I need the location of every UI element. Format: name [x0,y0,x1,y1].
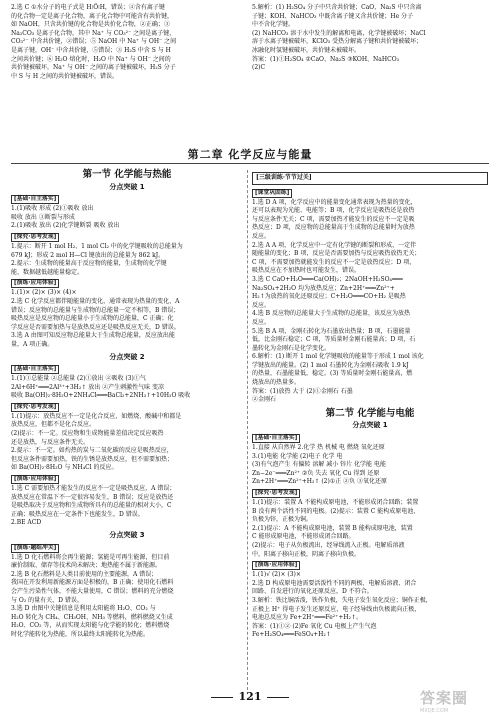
text-block [252,571,488,640]
text-line: 烧放出的热量多。 [252,379,301,387]
text-line: 共价键被破坏，Na⁺ 与 OH⁻ 之间的离子键被破坏，H₂S 分子 [11,64,176,72]
text-line: 5.解析：(1) H₂SO₄ 分子中只含共价键；CaO、Na₂S 中只含离 [252,4,422,11]
text-line: 1.(1)提示：装置 A 不能构成原电池，不能形成闭合回路；装置 [252,499,419,506]
text-line: 能、数据越低越能量稳定。 [11,268,84,276]
text-line: 错误；反应物的总能量与生成物的总能量一定不相等，B 错误； [11,306,180,314]
text-line: 还可以表现为光能、电能等；B 项，化学反应是吸热还是放热 [252,207,415,215]
text-line: 1.(1)提示：放热反应不一定是化合反应，如燃烧、酸碱中和都是 [11,412,182,420]
text-line: 1.(1)吸收 形成 (2)①吸收 放出 [11,205,94,213]
text-line: 学反应是否需要加热与是放热反应还是吸热反应无关，D 错误。 [11,323,180,331]
text-line: 如 Ba(OH)₂·8H₂O 与 NH₄Cl 的反应。 [11,464,118,472]
text-line: 3.选 A 由图可知反应物总能量大于生成物总能量，反应放出能 [11,332,175,340]
text-line: 放热反应，但都不是化合反应。 [11,421,96,429]
text-line: 时化学能转化为热能，所以最终太阳能转化为热能。 [11,630,150,638]
text-line: 6.解析：(1) 断开 1 mol 化学键吸收的能量等于形成 1 mol 该化 [252,353,424,361]
text-line: 2.选 C 化学反应都伴随能量的变化，通常表现为热量的变化，A [11,297,180,305]
top-right-block [252,4,488,73]
text-line: (2)C [252,64,266,72]
text-block [11,289,243,349]
text-line: 答案：(1)放热 大于 (2)①金刚石 石墨 [252,387,353,395]
text-line: 但反应条件需要加热，铁的生锈是放热反应，但不需要加热； [11,455,174,463]
text-line: 负极为锌，正极为铜。 [252,516,313,524]
text-line: 3.(1)电能 化学能 (2)电子 化学 电 [252,452,343,460]
text-line: 正确；吸热反应在一定条件下也能发生，D 错误。 [11,510,144,518]
text-line: 还是放热，与反应条件无关。 [11,438,90,446]
text-line: ②金刚石 [252,396,277,404]
text-line: Zn−2e⁻═══Zn²⁺ ②负 失去 氧化 Cu 得到 还原 [252,469,380,477]
text-line: 2.(1)吸收 放出 (2)化学键断裂 吸收 放出 [11,222,120,230]
text-line: 2.选 B 化石燃料是人类目前使用的主要能源，A 错误； [11,570,158,578]
right-column [252,170,488,640]
text-line: 1.选 C 需要加热才能发生的反应不一定是吸热反应，A 错误； [11,485,176,493]
text-block [252,199,488,405]
text-line: 与 O₂ 的量有关，D 错误。 [11,596,83,604]
text-line: (2)提示：不一定。反应物和生成物能量差值决定反应吸热 [11,430,164,438]
text-line: 2Al+6H⁺═══2Al³⁺+3H₂↑ 放出 ②产生刺激性气味 变凉 [11,383,165,391]
chapter-title: 第二章 化学反应与能量 [187,148,313,161]
text-line: 2.选 D 构成原电池需要活泼性不同的两极、电解质溶液、闭合 [252,579,417,587]
text-line: 子键；KOH、NaHCO₃ 中既含离子键又含共价键；He 分子 [252,12,414,20]
label-explore: [探究·思考发现] [11,403,59,412]
text-line: 2.选 A A 项，化学反应中一定有化学键的断裂和形成，一定伴 [252,241,417,249]
text-line: 吸收 Ba(OH)₂·8H₂O+2NH₄Cl═══BaCl₂+2NH₃↑+10H₂O 吸收 [11,392,191,400]
text-line: 2.BE ACD [11,519,42,527]
text-line: (3)有气泡产生 有偏转 溶解 减小 锌片 化学能 电能 [252,461,386,469]
text-line: 低，比金刚石稳定；C 项，等质量时金刚石能量高；D 项，石 [252,336,416,344]
text-line: H₂O 转化为 CH₄、CH₃OH、NH₃ 等燃料，燃料燃烧又生成 [11,613,173,621]
text-line: 吸收 放出 ③断裂与形成 [11,213,75,221]
text-line: (2) NaHCO₃ 溶于水中发生的解离和电离，化学键被破坏；NaCl [252,29,426,37]
text-line: 2.提示：生成物的能量高于反应物的能量，生成物的化学键 [11,260,167,268]
text-line: 之间共价键；⑥ H₂O 熔化时，H₂O 中 Na⁺ 与 OH⁻ 之间的 [11,55,171,63]
text-line: 1.(1)× (2)× (3)× (4)× [11,289,77,297]
text-line: 反应。 [252,232,271,240]
text-line: 随能量的变化；B 项，反应是否需要加热与反应吸热放热无关； [252,250,421,258]
text-line: 答案：(1)①② (2)Fe 氧化 Cu 电极上产生气泡 [252,622,377,630]
text-line: 放热反应在常温下不一定很容易发生，B 错误；反应是放热还 [11,493,174,501]
label-basics: [基础·自主落实] [11,195,59,204]
text-line: CO₃²⁻ 中含共价键，②错误；⑤ NaOH 中 Na⁺ 与 OH⁻ 之间 [11,38,177,46]
section-title-thermal: 第一节 化学能与热能 [82,169,172,180]
text-line: (2)提示：电子从负极流出，经导线流入正极。电解质溶液 [252,541,405,549]
text-line: 溶于水离子键被破坏，KClO₃ 受热分解离子键和共价键被破坏； [252,38,423,46]
text-line: 是离子键，OH⁻ 中含共价键，⑤错误；③ H₂S 中含 S 与 H [11,46,171,54]
watermark-logo [420,687,494,713]
text-line: 3.解析：铁比铜活泼，铁作负极，失电子发生氧化反应；铜作正极， [252,596,432,604]
text-line: 反应。 [252,318,271,326]
text-line: 的热量，石墨能量低，稳定。(3) 等质量时金刚石能量高，燃 [252,370,413,378]
subsection-title: 分点突破 1 [109,182,145,191]
text-line: 学键放出的能量。(2) 1 mol 石墨转化为金刚石吸收 1.9 kJ [252,361,409,369]
text-line: H₂↑为放热的氧化还原反应；C+H₂O═══CO+H₂ 是吸热 [252,293,406,301]
column-divider [247,170,248,690]
text-line: Zn+2H⁺═══Zn²⁺+H₂↑ (2)①正 ②负 ③氧化还原 [252,478,388,486]
watermark-url: MXQE.COM [420,708,449,714]
text-block [11,413,243,473]
text-line: C 项，不需要加热就能发生的反应不一定是放热反应；D 项， [252,258,416,266]
text-line: 答案：(1)①H₂SO₄ ②CaO、Na₂S ③KOH、NaHCO₃ [252,55,400,63]
text-block [11,485,243,528]
training-header-box [252,172,488,185]
text-line: 吸热反应在不加热时也可能发生，错误。 [252,267,361,275]
training-label: [三级训练·节节过关] [256,174,312,181]
text-line: 与反应条件无关；C 项，需要加热才能发生的反应不一定是吸 [252,215,415,223]
text-line: Na₂SO₄+2H₂O 均为放热反应；Zn+2H⁺═══Zn²⁺+ [252,284,395,292]
left-column [11,166,243,640]
text-line: 电池总反应为 Fe+2H⁺═══Fe²⁺+H₂↑。 [252,614,363,622]
label-explore: [探究·思考发现] [11,233,59,242]
text-block [252,444,488,487]
text-line: 2.选 C ①水分子的电子式是 H∶Ö∶H，错误；④含有离子键 [11,4,165,11]
text-line: 3.选 D 由图中关键信息是利用太阳能将 H₂O、CO₂ 与 [11,605,156,613]
text-line: 3.选 C CaO+H₂O═══Ca(OH)₂；2NaOH+H₂SO₄═══ [252,275,403,283]
text-line: 2.(1)提示：A 不能构成原电池，装置 B 能构成原电池，装置 [252,524,413,532]
text-line: 中 S 与 H 之间的共价键被破坏，错误。 [11,72,118,80]
text-line: H₂O、CO₂ 等，从而实现太阳能与化学能的转化；燃料燃烧 [11,622,170,630]
text-line: 1.提示：断开 1 mol H₂、1 mol Cl₂ 中的化学键吸收的总能量为 [11,242,183,250]
page-number-dash [267,697,289,698]
chapter-divider [11,163,489,164]
label-practice: [演练·题组冲关] [11,544,59,553]
text-line: 的化合物一定是离子化合物，离子化合物中可能含有共价键， [11,12,174,20]
text-line: 中不含化学键。 [252,21,295,29]
text-line: Fe+H₂SO₄═══FeSO₄+H₂↑ [252,631,331,639]
text-line: 墨转化为金刚石是化学变化。 [252,344,331,352]
text-block [252,499,488,559]
text-line: 1.直接 从自然界 2.化学 热 机械 电 燃烧 氧化还原 [252,444,385,452]
text-line: 1.(1)①总能量 ②总能量 (2)①放出 ②吸收 (3)①气 [11,375,146,383]
subsection-title: 分点突破 3 [109,531,145,539]
section-title-electric: 第二节 化学能与电能 [325,407,415,419]
top-left-block [11,4,243,81]
text-line: 如 NaOH，只含共价键的化合物是共价化合物，②正确；③ [11,21,170,29]
text-line: 5.选 B A 项，金刚石转化为石墨放出热量；B 项，石墨能量 [252,327,411,335]
label-classroom: [课堂巩固练] [252,189,292,198]
page-number-dash [211,697,233,698]
text-line: 中，阳离子移向正极，阴离子移向负极。 [252,550,361,558]
text-block [11,243,243,277]
text-line: 2.提示：不一定。如灼热的炭与二氧化碳的反应是吸热反应， [11,447,173,455]
text-block [11,554,243,640]
watermark-text: 答案圈 [420,689,469,707]
text-line: 回路、自发进行的氧化还原反应，D 不符合。 [252,588,373,596]
text-line: 热反应；D 项，反应物的总能量高于生成物的总能量时为放热 [252,224,415,232]
text-line: 是吸热取决于反应物和生成物所具有的总能量的相对大小，C [11,502,172,510]
text-line: 冰融化时氢键被破坏，共价键未被破坏。 [252,46,361,54]
label-practice: [演练·应用体验] [11,475,59,484]
text-line: B 没有两个活性不同的电极。(2)提示：装置 C 能构成原电池， [252,507,420,515]
text-line: 量，A 项正确。 [11,340,54,348]
text-line: 会产生污染性气体，不能大量使用，C 错误；燃料的充分燃烧 [11,587,174,595]
page-number-text: 121 [238,690,262,703]
label-basics: [基础·自主落实] [252,434,300,443]
subsection-title: 分点突破 2 [109,352,145,361]
text-line: 679 kJ；形成 2 mol H—Cl 键放出的总能量为 862 kJ。 [11,251,165,259]
text-block [11,375,243,401]
text-line: 4.选 B 反应物的总能量大于生成物的总能量，该反应为放热 [252,310,410,318]
subsection-title: 分点突破 1 [352,421,388,430]
text-line: Na₂CO₃ 是离子化合物，其中 Na⁺ 与 CO₃²⁻ 之间是离子键， [11,29,176,37]
text-line: 1.选 D 化石燃料将会再生能源；氢能是可再生能源，但目前 [11,553,170,561]
text-line: 1.选 D A 项，化学反应中的能量变化通常表现为热量的变化， [252,198,417,206]
text-line: 反应。 [252,301,271,309]
label-explore: [探究·思考发现] [252,489,300,498]
label-basics: [基础·自主落实] [11,365,59,374]
text-line: 正极上 H⁺ 得电子发生还原反应，电子经导线由负极流向正极， [252,605,421,613]
text-line: C 能形成原电池，不能形成闭合回路。 [252,533,355,541]
text-block [11,205,243,231]
label-practice: [演练·应用体验] [11,279,59,288]
text-line: 吸热反应是反应物的总能量小于生成物的总能量，C 正确；化 [11,315,174,323]
label-practice: [演练·应用体验] [252,561,300,570]
text-line: 1.(1)√ (2)× (3)× [252,571,301,579]
text-line: 我国在开发利用新能源方面是积极的，B 正确；使用化石燃料 [11,579,174,587]
text-line: 廉价制取、储存等技术尚未解决；地热能不属于新能源。 [11,562,162,570]
